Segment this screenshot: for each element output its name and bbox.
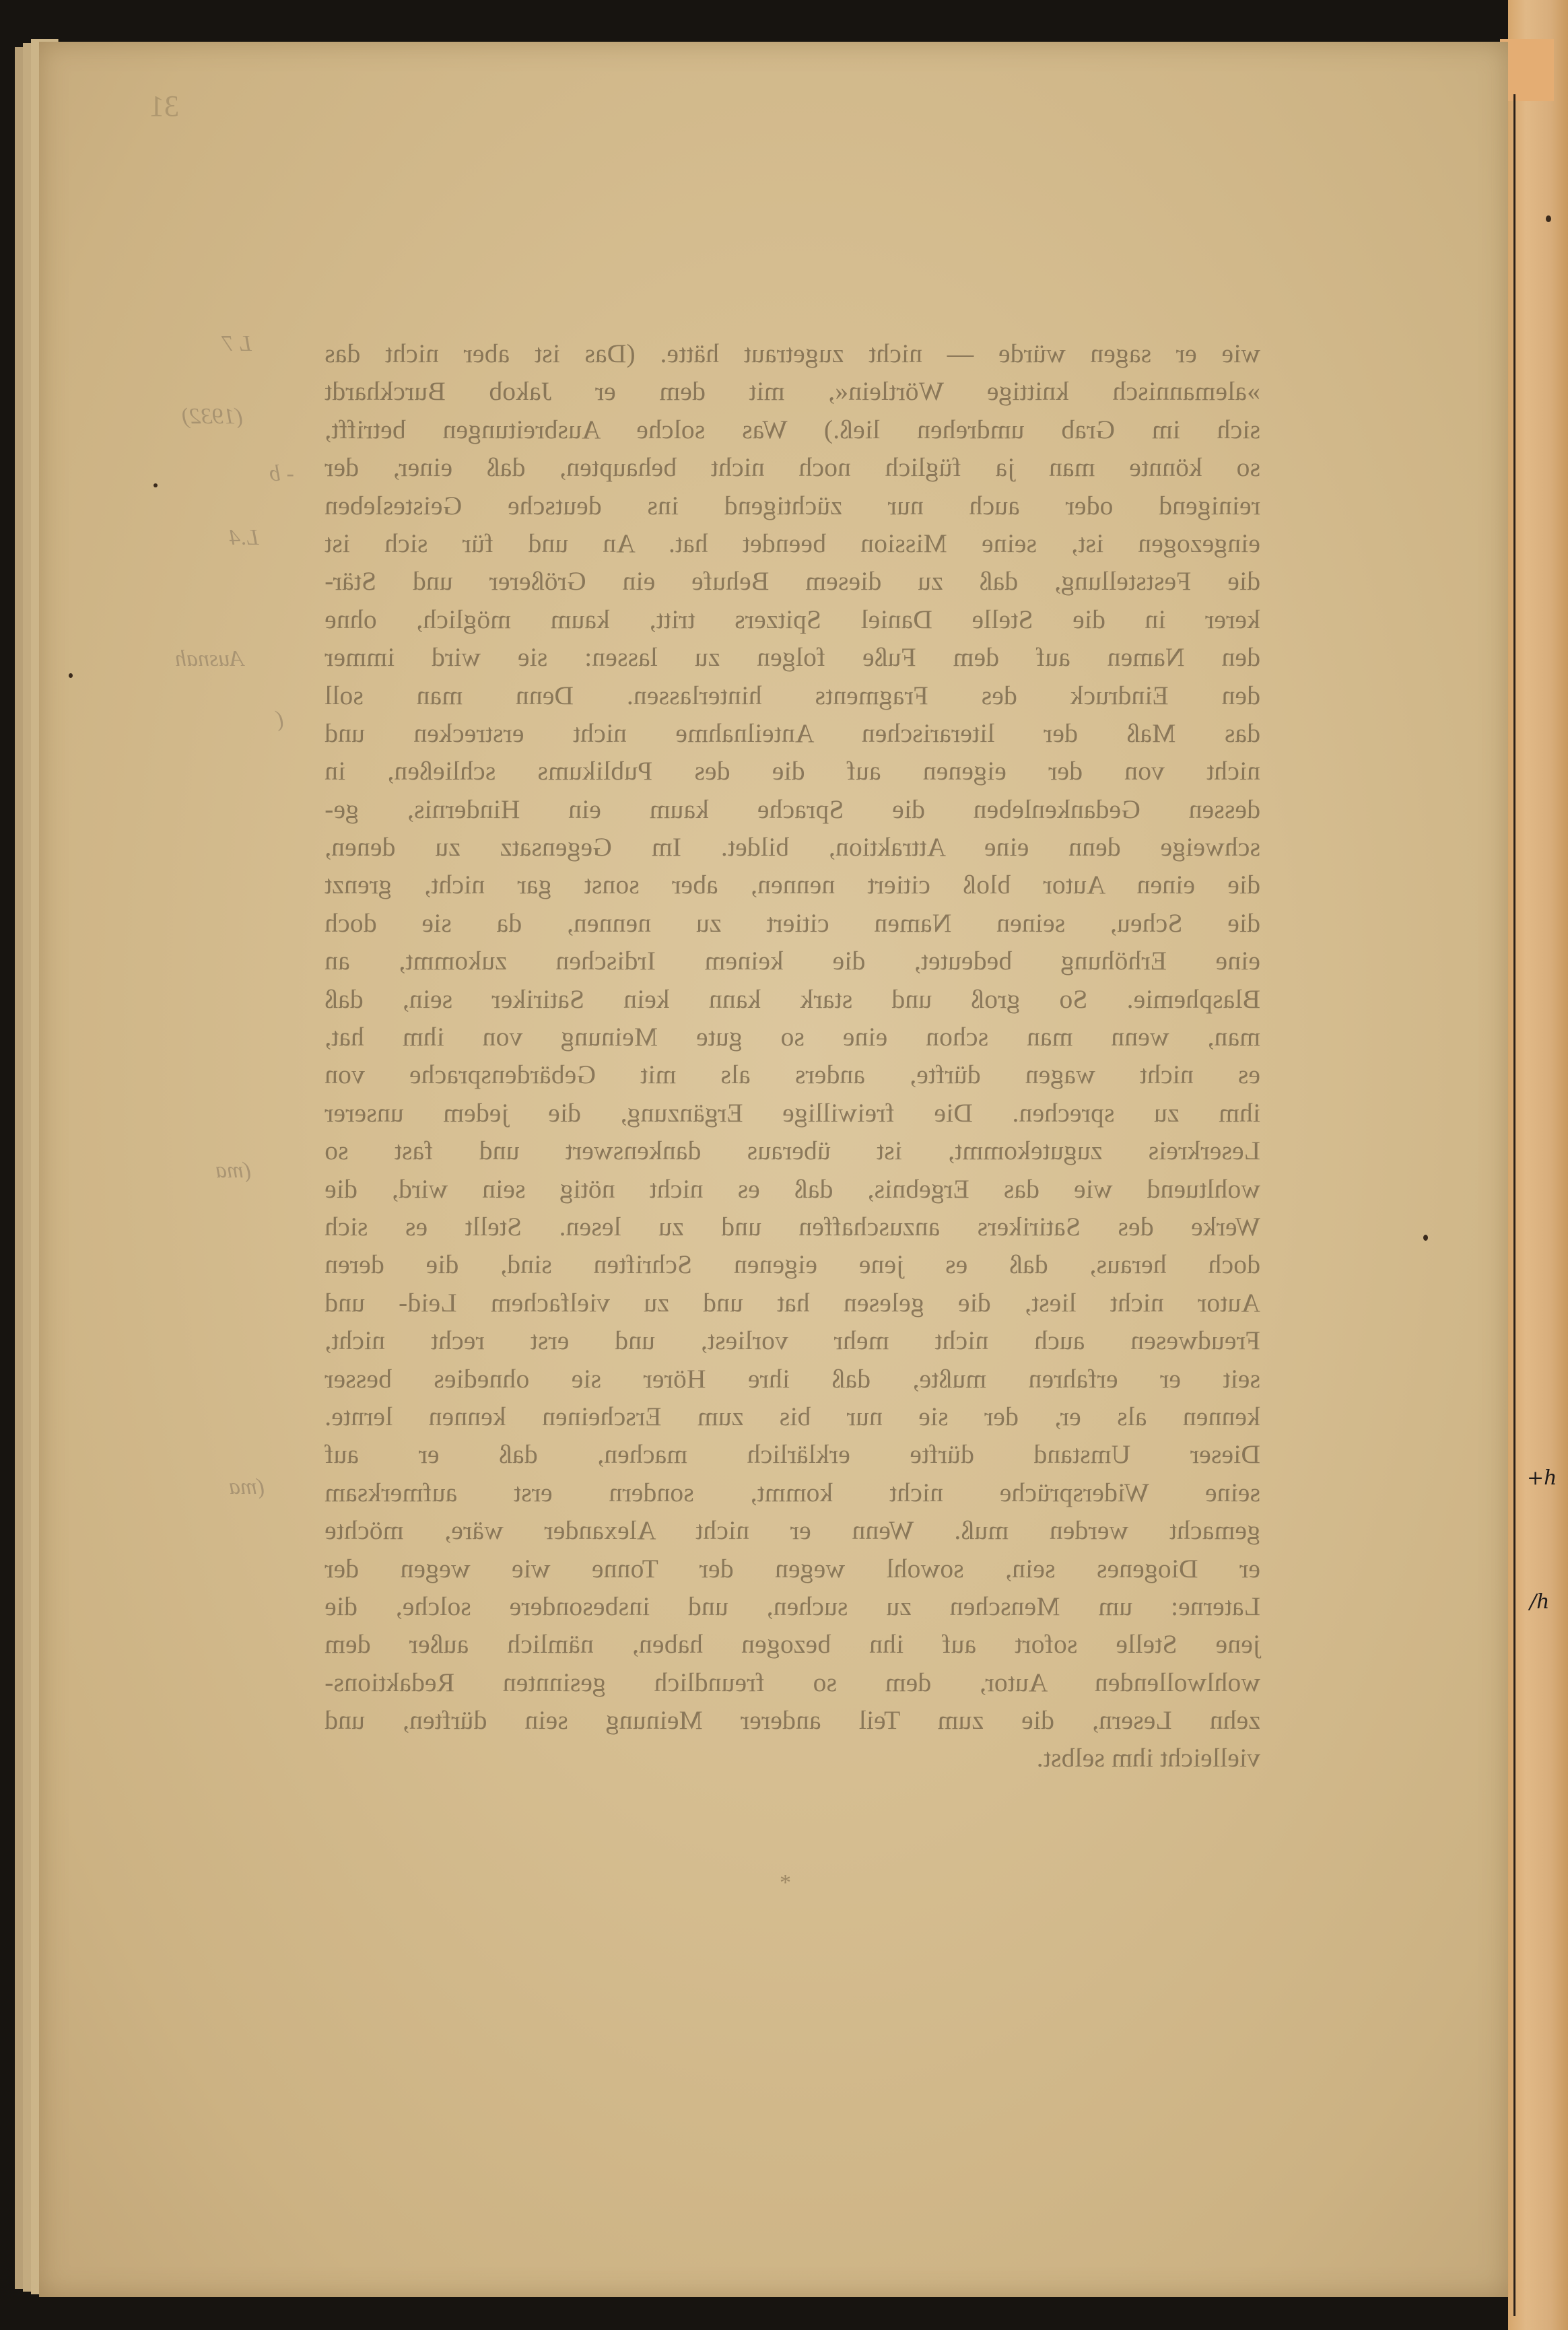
text-line: vielleicht ihm selbst. [1036, 1743, 1260, 1773]
text-line: die Scheu, seinen Namen citiert zu nennen, da sie doch [325, 907, 1260, 938]
text-line: Dieser Umstand dürfte erklärlich machen, daß er auf [325, 1439, 1260, 1470]
text-line: wohltuend wie das Ergebnis, daß es nicht nötig sein wird, die [325, 1173, 1260, 1204]
margin-mark: L.4 [229, 525, 259, 550]
margin-mark: (1932) [182, 404, 243, 429]
text-line: Blasphemie. So groß und stark kann kein Satiriker sein, daß [325, 984, 1260, 1014]
text-line: doch heraus, daß es jene eigenen Schriften sind, die deren [325, 1249, 1260, 1280]
text-line: dessen Gedankenleben die Sprache kaum ein Hindernis, ge- [325, 794, 1260, 824]
text-line: »alemannisch knittige Wörtlein«, mit dem er Jakob Burckhardt [325, 376, 1260, 407]
margin-mark: Ausnah [175, 646, 244, 671]
text-line: Werke des Satirikers anzuschaffen und zu lesen. Stellt es sich [325, 1211, 1260, 1241]
ink-spot [1423, 1235, 1428, 1241]
text-line: den Eindruck des Fragments hinterlassen. Denn man soll [325, 680, 1260, 710]
text-line: Freudwesen auch nicht mehr vorliest, und erst recht nicht, [325, 1326, 1260, 1356]
text-line: den Namen auf dem Fuße folgen zu lassen: sie wird immer [325, 642, 1260, 673]
section-separator: * [780, 1870, 791, 1895]
text-line: Autor nicht liest, die gelesen hat und zu vielfachem Leid- und [325, 1287, 1260, 1317]
handwriting-mark: /h [1530, 1590, 1550, 1614]
ink-spot [1546, 215, 1551, 222]
text-line: Leserkreis zugutekommt, ist überaus dankenswert und fast so [325, 1136, 1260, 1166]
text-line: eingezogen ist, seine Mission beendet hat. An und für sich ist [325, 528, 1260, 558]
text-line: die einen Autor bloß citiert nennen, aber sonst gar nicht, grenzt [325, 870, 1260, 900]
text-line: kennen als er, der sie nur bis zum Erscheinen kennen lernte. [325, 1401, 1260, 1431]
text-line: nicht von der eigenen auf die des Publikums schließen, in [325, 756, 1260, 786]
text-line: wohlwollenden Autor, dem so freundlich gesinnten Redaktions- [325, 1667, 1260, 1697]
text-line: man, wenn man schon eine so gute Meinung von ihm hat, [325, 1022, 1260, 1052]
bleed-page-number: 31 [149, 90, 179, 123]
adjacent-page-corner [1500, 39, 1554, 101]
margin-mark: ( [276, 707, 284, 732]
margin-mark: L 7 [222, 331, 252, 356]
text-line: gemacht werden muß. Wenn er nicht Alexander wäre, möchte [325, 1515, 1260, 1546]
margin-pencil-marks [168, 323, 316, 1535]
text-line: kerer in die Stelle Daniel Spitzers tritt, kaum möglich, ohne [325, 604, 1260, 634]
text-line: so könnte man ja füglich noch nicht behaupten, daß einer, der [325, 452, 1260, 483]
text-line: ihm zu sprechen. Die freiwillige Ergänzung, die jedem unserer [325, 1097, 1260, 1128]
binding-line [1513, 94, 1515, 2316]
text-line: er Diogenes sein, sowohl wegen der Tonne wie wegen der [325, 1553, 1260, 1583]
ink-spot [69, 673, 73, 678]
text-line: eine Erhöhung bedeutet, die keinem Irdischen zukommt, an [325, 946, 1260, 976]
text-line: schweige denn eine Attraktion, bildet. Im Gegensatz zu denen, [325, 832, 1260, 862]
text-line: Laterne: um Menschen zu suchen, und insbesondere solche, die [325, 1591, 1260, 1621]
text-line: zehn Lesern, die zum Teil anderer Meinung sein dürften, und [325, 1705, 1260, 1736]
text-line: es nicht wagen dürfte, anders als mit Gebärdensprache von [325, 1060, 1260, 1090]
text-line: seit er erfahren mußte, daß ihre Hörer sie ohnedies besser [325, 1363, 1260, 1394]
margin-mark: (ma [215, 1158, 251, 1183]
text-line: wie er sagen würde — nicht zugetraut hätte. (Das ist aber nicht das [325, 339, 1260, 368]
text-line: reinigend oder auch nur züchtigend ins deutsche Geistesleben [325, 490, 1260, 520]
text-line: das Maß der literarischen Anteilnahme nicht erstrecken und [325, 718, 1260, 748]
text-line: jene Stelle sofort auf ihn bezogen haben, nämlich außer dem [325, 1629, 1260, 1659]
margin-mark: - b [269, 461, 294, 486]
text-line: seine Widersprüche nicht kommt, sondern erst aufmerksam [325, 1477, 1260, 1507]
text-line: die Feststellung, daß zu diesem Behufe ein Größerer und Stär- [325, 566, 1260, 596]
handwriting-mark: +h [1527, 1466, 1557, 1490]
text-line: sich im Grab umdrehen ließ.) Was solche Ausbreitungen betrifft, [325, 414, 1260, 444]
margin-mark: (ma [229, 1474, 265, 1499]
bleed-through-text [325, 335, 1260, 1777]
adjacent-page-strip [1508, 0, 1568, 2330]
ink-spot [154, 483, 158, 487]
